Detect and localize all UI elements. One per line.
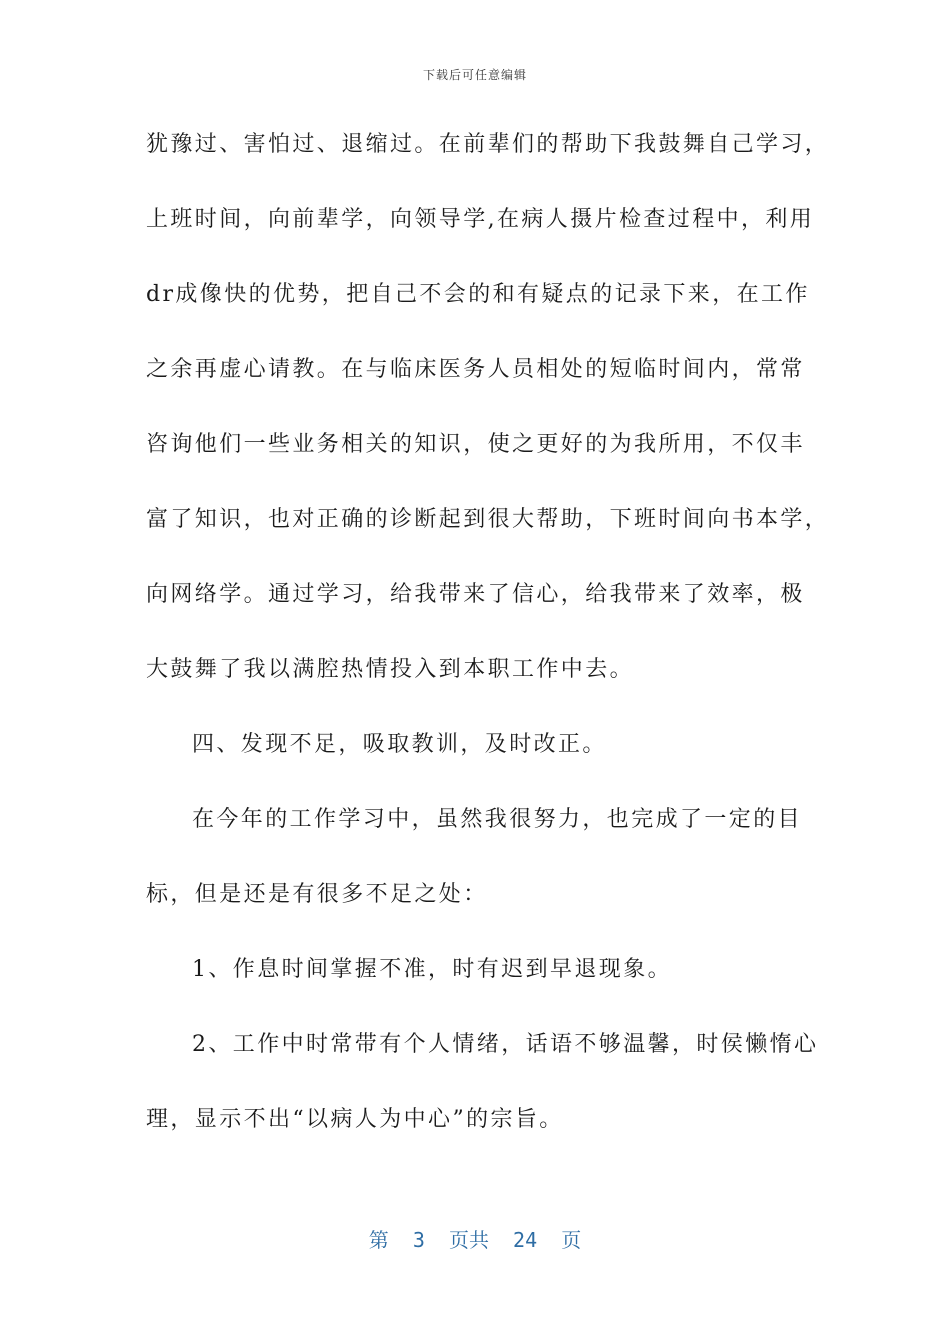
text-line: 咨询他们一些业务相关的知识，使之更好的为我所用，不仅丰 bbox=[146, 432, 805, 457]
text-line: 富了知识，也对正确的诊断起到很大帮助，下班时间向书本学， bbox=[146, 507, 830, 532]
text-line: 标，但是还是有很多不足之处： bbox=[146, 882, 488, 907]
text-line: 犹豫过、害怕过、退缩过。在前辈们的帮助下我鼓舞自己学习， bbox=[146, 132, 830, 157]
document-body bbox=[146, 122, 830, 1172]
text-line: 之余再虚心请教。在与临床医务人员相处的短临时间内，常常 bbox=[146, 357, 805, 382]
text-line: 在今年的工作学习中，虽然我很努力，也完成了一定的目 bbox=[192, 807, 803, 832]
page-number: 第 3 页共 24 页 bbox=[368, 1228, 582, 1252]
list-item: 2、工作中时常带有个人情绪，话语不够温馨，时侯懒惰心 bbox=[192, 1032, 819, 1057]
section-heading: 四、发现不足，吸取教训，及时改正。 bbox=[192, 732, 607, 757]
page-header-note: 下载后可任意编辑 bbox=[422, 68, 527, 82]
text-line: 理，显示不出“以病人为中心”的宗旨。 bbox=[146, 1107, 564, 1132]
list-item: 1、作息时间掌握不准，时有迟到早退现象。 bbox=[192, 957, 672, 982]
text-line: dr成像快的优势，把自己不会的和有疑点的记录下来，在工作 bbox=[146, 282, 810, 307]
text-line: 上班时间，向前辈学，向领导学,在病人摄片检查过程中，利用 bbox=[146, 207, 815, 232]
text-line: 大鼓舞了我以满腔热情投入到本职工作中去。 bbox=[146, 657, 635, 682]
text-line: 向网络学。通过学习，给我带来了信心，给我带来了效率，极 bbox=[146, 582, 805, 607]
